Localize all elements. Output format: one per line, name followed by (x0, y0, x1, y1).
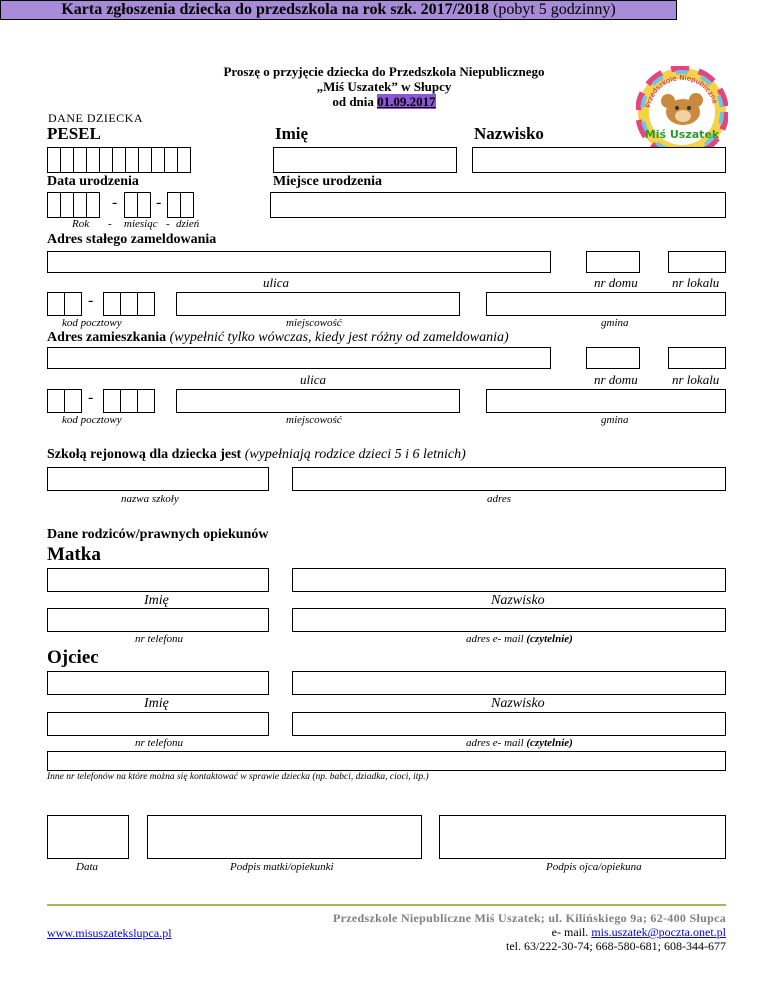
caption-city: miejscowość (286, 414, 342, 426)
mother-heading: Matka (47, 544, 101, 565)
caption-mother-phone: nr telefonu (135, 633, 183, 645)
caption-school-address: adres (487, 493, 512, 505)
registered-city-field[interactable] (176, 292, 460, 316)
caption-flat-no: nr lokalu (672, 275, 720, 290)
website-link[interactable]: www.misuszatekslupca.pl (47, 926, 172, 940)
caption-date: Data (76, 861, 98, 873)
caption-father-signature: Podpis ojca/opiekuna (546, 861, 642, 873)
school-address-field[interactable] (292, 467, 726, 491)
footer-contact (333, 911, 726, 953)
father-last-name-field[interactable] (292, 671, 726, 695)
caption-street: ulica (263, 275, 289, 290)
birth-day-input[interactable] (167, 192, 193, 218)
birth-date-label: Data urodzenia (47, 174, 139, 189)
title-normal: (pobyt 5 godzinny) (489, 1, 616, 18)
caption-municipality: gmina (601, 317, 629, 329)
residence-title: Adres zamieszkania (47, 330, 167, 345)
registered-postal-code-part2[interactable] (103, 292, 154, 316)
caption-father-email: adres e- mail (czytelnie) (466, 737, 573, 749)
caption-school-name: nazwa szkoły (121, 493, 179, 505)
caption-mother-email: adres e- mail (czytelnie) (466, 633, 573, 645)
residence-postal-code-part1[interactable] (47, 389, 81, 413)
caption-father-first-name: Imię (144, 696, 169, 711)
registered-municipality-field[interactable] (486, 292, 726, 316)
residence-house-no-field[interactable] (586, 347, 640, 369)
pesel-input[interactable] (47, 147, 190, 173)
logo-name: Miś Uszatek (644, 128, 720, 141)
postal-dash: - (88, 292, 94, 309)
birth-place-field[interactable] (270, 192, 726, 218)
birth-year-input[interactable] (47, 192, 99, 218)
caption-father-last-name: Nazwisko (491, 696, 545, 711)
caption-postal-code: kod pocztowy (62, 317, 122, 329)
father-phone-field[interactable] (47, 712, 269, 736)
caption-house-no: nr domu (594, 372, 638, 387)
residence-postal-code-part2[interactable] (103, 389, 154, 413)
registered-flat-no-field[interactable] (668, 251, 726, 273)
birth-dash-2: - (156, 194, 162, 211)
first-name-label: Imię (275, 124, 309, 143)
birth-place-label: Miejsce urodzenia (273, 174, 382, 189)
form-title (0, 0, 677, 20)
caption-mother-last-name: Nazwisko (491, 593, 545, 608)
logo-arc-text: Przedszkole Niepubliczne (644, 73, 719, 109)
child-last-name-field[interactable] (472, 147, 726, 173)
birth-dash-1: - (112, 194, 118, 211)
registered-street-field[interactable] (47, 251, 551, 273)
residence-municipality-field[interactable] (486, 389, 726, 413)
footer-divider (47, 904, 726, 906)
start-date: 01.09.2017 (377, 94, 436, 109)
caption-mother-first-name: Imię (144, 593, 169, 608)
school-title: Szkołą rejonową dla dziecka jest (47, 447, 242, 462)
request-line-1: Proszę o przyjęcie dziecka do Przedszkola Niepublicznego (223, 64, 545, 79)
residence-flat-no-field[interactable] (668, 347, 726, 369)
caption-house-no: nr domu (594, 275, 638, 290)
caption-street: ulica (300, 372, 326, 387)
registered-address-label: Adres stałego zameldowania (47, 232, 217, 247)
caption-sep-2: - (166, 218, 170, 230)
last-name-label: Nazwisko (474, 124, 544, 143)
registered-house-no-field[interactable] (586, 251, 640, 273)
title-bold: Karta zgłoszenia dziecka do przedszkola na rok szk. 2017/2018 (61, 1, 490, 18)
mother-last-name-field[interactable] (292, 568, 726, 592)
caption-flat-no: nr lokalu (672, 372, 720, 387)
mother-first-name-field[interactable] (47, 568, 269, 592)
caption-father-phone: nr telefonu (135, 737, 183, 749)
caption-postal-code: kod pocztowy (62, 414, 122, 426)
date-field[interactable] (47, 815, 129, 859)
registered-postal-code-part1[interactable] (47, 292, 81, 316)
mother-signature-field[interactable] (147, 815, 422, 859)
other-phones-field[interactable] (47, 751, 726, 771)
residence-city-field[interactable] (176, 389, 460, 413)
caption-other-phones: Inne nr telefonów na które można się kontaktować w sprawie dziecka (np. babci, dziadka, cioci, itp.) (47, 772, 429, 782)
child-section-title: DANE DZIECKA (48, 111, 143, 125)
caption-sep-1: - (108, 218, 112, 230)
request-line-2: „Miś Uszatek” w Słupcy (316, 79, 452, 94)
footer-email-link[interactable]: mis.uszatek@poczta.onet.pl (591, 925, 726, 939)
father-email-field[interactable] (292, 712, 726, 736)
residence-address-label (47, 330, 509, 346)
father-signature-field[interactable] (439, 815, 726, 859)
father-heading: Ojciec (47, 647, 99, 668)
child-first-name-field[interactable] (273, 147, 457, 173)
residence-street-field[interactable] (47, 347, 551, 369)
birth-month-input[interactable] (124, 192, 150, 218)
caption-day: dzień (176, 218, 200, 230)
school-note: (wypełniają rodzice dzieci 5 i 6 letnich) (241, 447, 466, 462)
school-label (47, 447, 466, 463)
caption-municipality: gmina (601, 414, 629, 426)
from-prefix: od dnia (332, 94, 378, 109)
postal-dash: - (88, 389, 94, 406)
kindergarten-logo (636, 66, 728, 158)
mother-phone-field[interactable] (47, 608, 269, 632)
pesel-label: PESEL (47, 124, 101, 143)
caption-mother-signature: Podpis matki/opiekunki (230, 861, 334, 873)
footer-email-line: e- mail. mis.uszatek@poczta.onet.pl (551, 925, 726, 939)
caption-city: miejscowość (286, 317, 342, 329)
father-first-name-field[interactable] (47, 671, 269, 695)
footer-phones: tel. 63/222-30-74; 668-580-681; 608-344-677 (506, 939, 726, 953)
parents-section-title: Dane rodziców/prawnych opiekunów (47, 527, 269, 542)
footer-org: Przedszkole Niepubliczne Miś Uszatek; ul. Kilińskiego 9a; 62-400 Słupca (333, 911, 726, 925)
school-name-field[interactable] (47, 467, 269, 491)
caption-year: Rok (72, 218, 90, 230)
residence-note: (wypełnić tylko wówczas, kiedy jest różny od zameldowania) (166, 330, 509, 345)
mother-email-field[interactable] (292, 608, 726, 632)
caption-month: miesiąc (124, 218, 158, 230)
